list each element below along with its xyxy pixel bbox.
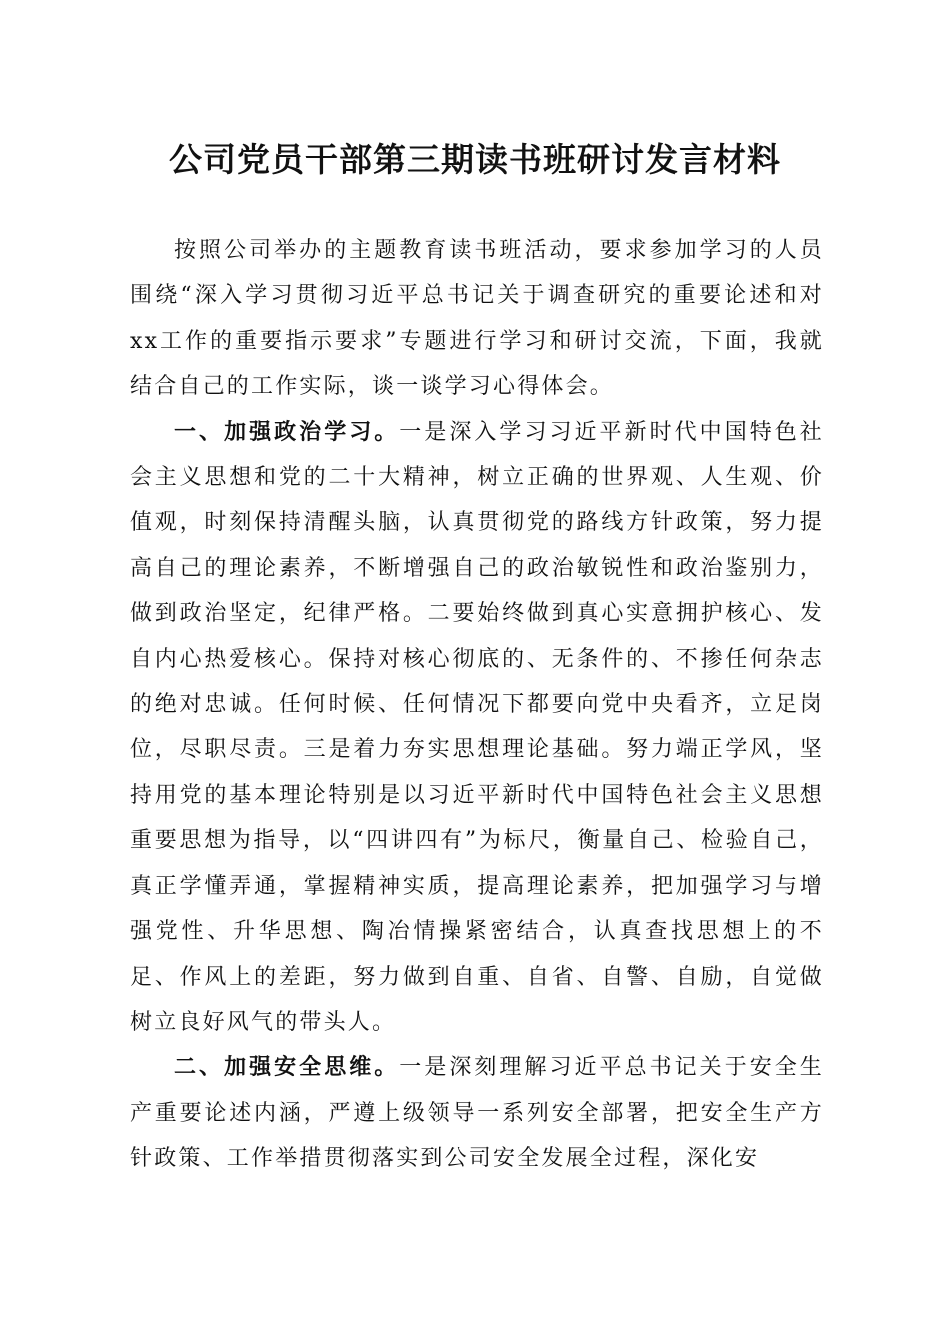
section-1-heading: 一、加强政治学习。 (174, 418, 400, 445)
document-title: 公司党员干部第三期读书班研讨发言材料 (169, 140, 781, 179)
document-body (130, 228, 824, 1182)
intro-paragraph-text: 按照公司举办的主题教育读书班活动，要求参加学习的人员围绕“深入学习贯彻习近平总书记关于调查研究的重要论述和对xx工作的重要指示要求”专题进行学习和研讨交流，下面，我就结合自己的工作实际，谈一谈学习心得体会。 (130, 238, 824, 400)
intro-paragraph (130, 228, 824, 410)
section-2-heading: 二、加强安全思维。 (174, 1054, 400, 1081)
section-2-paragraph (130, 1045, 824, 1181)
section-2-text: 一是深刻理解习近平总书记关于安全生产重要论述内涵，严遵上级领导一系列安全部署，把安全生产方针政策、工作举措贯彻落实到公司安全发展全过程，深化安 (130, 1055, 824, 1172)
section-1-paragraph (130, 410, 824, 1046)
section-1-text: 一是深入学习习近平新时代中国特色社会主义思想和党的二十大精神，树立正确的世界观、人生观、价值观，时刻保持清醒头脑，认真贯彻党的路线方针政策，努力提高自己的理论素养，不断增强自己的政治敏锐性和政治鉴别力，做到政治坚定，纪律严格。二要始终做到真心实意拥护核心、发自内心热爱核心。保持对核心彻底的、无条件的、不掺任何杂志的绝对忠诚。任何时候、任何情况下都要向党中央看齐，立足岗位，尽职尽责。三是着力夯实思想理论基础。努力端正学风，坚持用党的基本理论特别是以习近平新时代中国特色社会主义思想重要思想为指导，以“四讲四有”为标尺，衡量自己、检验自己，真正学懂弄通，掌握精神实质，提高理论素养，把加强学习与增强党性、升华思想、陶冶情操紧密结合，认真查找思想上的不足、作风上的差距，努力做到自重、自省、自警、自励，自觉做树立良好风气的带头人。 (130, 419, 824, 1035)
